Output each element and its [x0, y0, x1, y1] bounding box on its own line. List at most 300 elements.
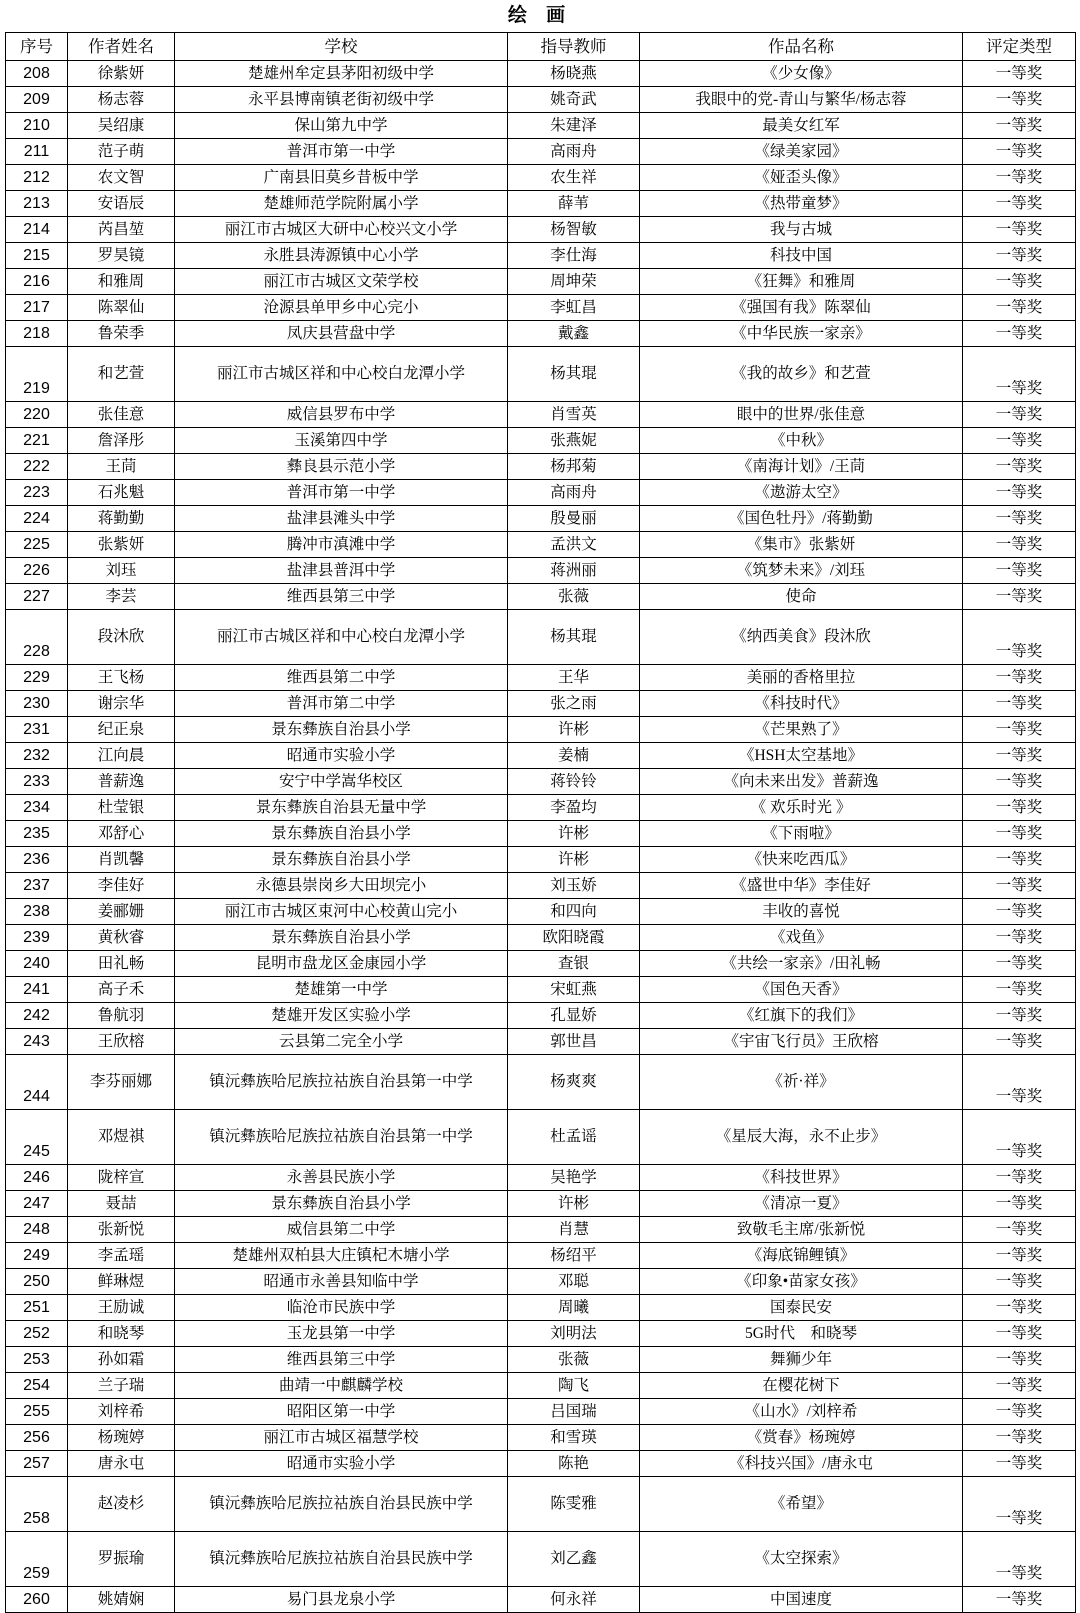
table-row [6, 1532, 1076, 1587]
cell-school: 普洱市第二中学 [175, 691, 508, 717]
cell-work: 中国速度 [640, 1587, 963, 1613]
table-row [6, 1587, 1076, 1613]
table-row [6, 191, 1076, 217]
cell-award: 一等奖 [963, 584, 1076, 610]
cell-work: 《中秋》 [640, 428, 963, 454]
cell-name: 杜莹银 [68, 795, 175, 821]
cell-work: 《祈·祥》 [640, 1055, 963, 1110]
table-row [6, 1321, 1076, 1347]
cell-award: 一等奖 [963, 113, 1076, 139]
cell-seq: 231 [6, 717, 68, 743]
cell-award: 一等奖 [963, 1217, 1076, 1243]
cell-school: 楚雄开发区实验小学 [175, 1003, 508, 1029]
cell-work: 《绿美家园》 [640, 139, 963, 165]
cell-school: 玉溪第四中学 [175, 428, 508, 454]
table-row [6, 402, 1076, 428]
cell-seq: 225 [6, 532, 68, 558]
column-header-seq: 序号 [6, 33, 68, 61]
cell-teacher: 陶飞 [508, 1373, 640, 1399]
cell-work: 《山水》/刘梓希 [640, 1399, 963, 1425]
cell-teacher: 姜楠 [508, 743, 640, 769]
cell-name: 徐紫妍 [68, 61, 175, 87]
cell-teacher: 陈雯雅 [508, 1477, 640, 1532]
cell-seq: 208 [6, 61, 68, 87]
cell-name: 邓舒心 [68, 821, 175, 847]
cell-award: 一等奖 [963, 139, 1076, 165]
table-row [6, 1243, 1076, 1269]
cell-work: 《星辰大海，永不止步》 [640, 1110, 963, 1165]
cell-teacher: 查银 [508, 951, 640, 977]
table-row [6, 873, 1076, 899]
cell-work: 美丽的香格里拉 [640, 665, 963, 691]
cell-school: 楚雄州双柏县大庄镇杞木塘小学 [175, 1243, 508, 1269]
cell-seq: 211 [6, 139, 68, 165]
cell-name: 谢宗华 [68, 691, 175, 717]
cell-work: 《印象•苗家女孩》 [640, 1269, 963, 1295]
cell-name: 聂喆 [68, 1191, 175, 1217]
cell-school: 镇沅彝族哈尼族拉祜族自治县民族中学 [175, 1532, 508, 1587]
table-row [6, 321, 1076, 347]
cell-seq: 245 [6, 1110, 68, 1165]
table-row [6, 610, 1076, 665]
cell-seq: 221 [6, 428, 68, 454]
cell-name: 和艺萱 [68, 347, 175, 402]
cell-teacher: 张燕妮 [508, 428, 640, 454]
cell-school: 保山第九中学 [175, 113, 508, 139]
cell-school: 永德县崇岗乡大田坝完小 [175, 873, 508, 899]
cell-teacher: 蒋洲丽 [508, 558, 640, 584]
cell-award: 一等奖 [963, 243, 1076, 269]
table-row [6, 1029, 1076, 1055]
cell-award: 一等奖 [963, 87, 1076, 113]
table-row [6, 1110, 1076, 1165]
cell-school: 丽江市古城区大研中心校兴文小学 [175, 217, 508, 243]
cell-work: 《希望》 [640, 1477, 963, 1532]
cell-seq: 260 [6, 1587, 68, 1613]
cell-award: 一等奖 [963, 1347, 1076, 1373]
cell-seq: 218 [6, 321, 68, 347]
cell-work: 《快来吃西瓜》 [640, 847, 963, 873]
cell-work: 《中华民族一家亲》 [640, 321, 963, 347]
cell-award: 一等奖 [963, 847, 1076, 873]
cell-school: 曲靖一中麒麟学校 [175, 1373, 508, 1399]
cell-work: 科技中国 [640, 243, 963, 269]
cell-seq: 214 [6, 217, 68, 243]
cell-name: 王飞杨 [68, 665, 175, 691]
table-row [6, 743, 1076, 769]
cell-teacher: 刘乙鑫 [508, 1532, 640, 1587]
cell-school: 永善县民族小学 [175, 1165, 508, 1191]
cell-school: 维西县第三中学 [175, 584, 508, 610]
cell-seq: 258 [6, 1477, 68, 1532]
cell-award: 一等奖 [963, 321, 1076, 347]
cell-seq: 250 [6, 1269, 68, 1295]
cell-teacher: 宋虹燕 [508, 977, 640, 1003]
cell-school: 丽江市古城区祥和中心校白龙潭小学 [175, 610, 508, 665]
cell-seq: 242 [6, 1003, 68, 1029]
table-row [6, 951, 1076, 977]
cell-work: 《下雨啦》 [640, 821, 963, 847]
cell-award: 一等奖 [963, 1587, 1076, 1613]
cell-teacher: 姚奇武 [508, 87, 640, 113]
cell-award: 一等奖 [963, 480, 1076, 506]
cell-award: 一等奖 [963, 977, 1076, 1003]
cell-work: 《赏春》杨琬婷 [640, 1425, 963, 1451]
column-header-work: 作品名称 [640, 33, 963, 61]
cell-school: 昭通市实验小学 [175, 743, 508, 769]
cell-work: 《共绘一家亲》/田礼畅 [640, 951, 963, 977]
cell-school: 镇沅彝族哈尼族拉祜族自治县第一中学 [175, 1055, 508, 1110]
cell-seq: 240 [6, 951, 68, 977]
table-row [6, 347, 1076, 402]
cell-name: 农文智 [68, 165, 175, 191]
cell-work: 国泰民安 [640, 1295, 963, 1321]
cell-name: 张佳意 [68, 402, 175, 428]
cell-teacher: 王华 [508, 665, 640, 691]
cell-school: 普洱市第一中学 [175, 139, 508, 165]
table-row [6, 295, 1076, 321]
cell-teacher: 杜孟谣 [508, 1110, 640, 1165]
cell-award: 一等奖 [963, 610, 1076, 665]
cell-seq: 253 [6, 1347, 68, 1373]
cell-name: 唐永屯 [68, 1451, 175, 1477]
cell-award: 一等奖 [963, 1295, 1076, 1321]
cell-name: 王励诚 [68, 1295, 175, 1321]
cell-name: 纪正泉 [68, 717, 175, 743]
cell-award: 一等奖 [963, 743, 1076, 769]
cell-school: 景东彝族自治县小学 [175, 717, 508, 743]
cell-teacher: 吕国瑞 [508, 1399, 640, 1425]
cell-seq: 229 [6, 665, 68, 691]
cell-seq: 234 [6, 795, 68, 821]
cell-work: 《戏鱼》 [640, 925, 963, 951]
cell-award: 一等奖 [963, 899, 1076, 925]
table-row [6, 821, 1076, 847]
table-row [6, 243, 1076, 269]
cell-work: 《清凉一夏》 [640, 1191, 963, 1217]
cell-award: 一等奖 [963, 1477, 1076, 1532]
cell-school: 丽江市古城区福慧学校 [175, 1425, 508, 1451]
cell-school: 镇沅彝族哈尼族拉祜族自治县民族中学 [175, 1477, 508, 1532]
cell-work: 在樱花树下 [640, 1373, 963, 1399]
cell-award: 一等奖 [963, 269, 1076, 295]
cell-work: 《宇宙飞行员》王欣榕 [640, 1029, 963, 1055]
cell-award: 一等奖 [963, 506, 1076, 532]
cell-name: 普薪逸 [68, 769, 175, 795]
cell-award: 一等奖 [963, 61, 1076, 87]
cell-award: 一等奖 [963, 191, 1076, 217]
cell-seq: 246 [6, 1165, 68, 1191]
cell-school: 广南县旧莫乡昔板中学 [175, 165, 508, 191]
cell-teacher: 郭世昌 [508, 1029, 640, 1055]
table-row [6, 1425, 1076, 1451]
table-body [6, 61, 1076, 1613]
cell-teacher: 孔显娇 [508, 1003, 640, 1029]
column-header-award: 评定类型 [963, 33, 1076, 61]
table-row [6, 532, 1076, 558]
cell-award: 一等奖 [963, 1373, 1076, 1399]
cell-seq: 233 [6, 769, 68, 795]
cell-teacher: 杨邦菊 [508, 454, 640, 480]
cell-award: 一等奖 [963, 1003, 1076, 1029]
cell-teacher: 李仕海 [508, 243, 640, 269]
cell-school: 临沧市民族中学 [175, 1295, 508, 1321]
cell-award: 一等奖 [963, 1451, 1076, 1477]
cell-seq: 252 [6, 1321, 68, 1347]
cell-award: 一等奖 [963, 454, 1076, 480]
cell-teacher: 杨智敏 [508, 217, 640, 243]
cell-school: 永平县博南镇老街初级中学 [175, 87, 508, 113]
cell-teacher: 杨其琨 [508, 610, 640, 665]
cell-teacher: 肖慧 [508, 1217, 640, 1243]
cell-teacher: 许彬 [508, 717, 640, 743]
cell-teacher: 肖雪英 [508, 402, 640, 428]
table-row [6, 1347, 1076, 1373]
cell-teacher: 邓聪 [508, 1269, 640, 1295]
table-row [6, 1003, 1076, 1029]
cell-seq: 212 [6, 165, 68, 191]
table-row [6, 1191, 1076, 1217]
cell-teacher: 欧阳晓霞 [508, 925, 640, 951]
cell-seq: 232 [6, 743, 68, 769]
table-row [6, 217, 1076, 243]
cell-seq: 256 [6, 1425, 68, 1451]
cell-award: 一等奖 [963, 665, 1076, 691]
column-header-school: 学校 [175, 33, 508, 61]
cell-award: 一等奖 [963, 795, 1076, 821]
cell-name: 赵凌杉 [68, 1477, 175, 1532]
cell-name: 张紫妍 [68, 532, 175, 558]
cell-work: 舞狮少年 [640, 1347, 963, 1373]
cell-school: 昭阳区第一中学 [175, 1399, 508, 1425]
cell-work: 《HSH太空基地》 [640, 743, 963, 769]
cell-award: 一等奖 [963, 1425, 1076, 1451]
cell-seq: 210 [6, 113, 68, 139]
cell-seq: 216 [6, 269, 68, 295]
cell-name: 鲜琳煜 [68, 1269, 175, 1295]
cell-name: 段沐欣 [68, 610, 175, 665]
table-row [6, 1295, 1076, 1321]
cell-work: 《狂舞》和雅周 [640, 269, 963, 295]
cell-name: 和晓琴 [68, 1321, 175, 1347]
cell-work: 《国色天香》 [640, 977, 963, 1003]
cell-teacher: 孟洪文 [508, 532, 640, 558]
cell-school: 昆明市盘龙区金康园小学 [175, 951, 508, 977]
cell-seq: 236 [6, 847, 68, 873]
cell-teacher: 周坤荣 [508, 269, 640, 295]
cell-work: 《芒果熟了》 [640, 717, 963, 743]
table-row [6, 506, 1076, 532]
cell-school: 楚雄第一中学 [175, 977, 508, 1003]
cell-work: 眼中的世界/张佳意 [640, 402, 963, 428]
cell-work: 《向未来出发》普薪逸 [640, 769, 963, 795]
cell-seq: 222 [6, 454, 68, 480]
table-row [6, 139, 1076, 165]
cell-award: 一等奖 [963, 558, 1076, 584]
cell-award: 一等奖 [963, 1532, 1076, 1587]
cell-school: 楚雄州牟定县茅阳初级中学 [175, 61, 508, 87]
cell-school: 昭通市永善县知临中学 [175, 1269, 508, 1295]
cell-work: 《国色牡丹》/蒋勤勤 [640, 506, 963, 532]
cell-name: 姚婧娴 [68, 1587, 175, 1613]
cell-seq: 249 [6, 1243, 68, 1269]
cell-award: 一等奖 [963, 217, 1076, 243]
cell-name: 蒋勤勤 [68, 506, 175, 532]
cell-teacher: 张薇 [508, 584, 640, 610]
cell-award: 一等奖 [963, 402, 1076, 428]
cell-name: 鲁荣季 [68, 321, 175, 347]
cell-work: 《盛世中华》李佳好 [640, 873, 963, 899]
cell-seq: 217 [6, 295, 68, 321]
table-row [6, 1217, 1076, 1243]
table-row [6, 61, 1076, 87]
cell-seq: 235 [6, 821, 68, 847]
cell-award: 一等奖 [963, 295, 1076, 321]
cell-award: 一等奖 [963, 691, 1076, 717]
cell-award: 一等奖 [963, 1269, 1076, 1295]
cell-seq: 241 [6, 977, 68, 1003]
cell-name: 高子禾 [68, 977, 175, 1003]
cell-teacher: 李虹昌 [508, 295, 640, 321]
cell-teacher: 陈艳 [508, 1451, 640, 1477]
cell-name: 杨琬婷 [68, 1425, 175, 1451]
cell-school: 威信县第二中学 [175, 1217, 508, 1243]
cell-seq: 239 [6, 925, 68, 951]
cell-name: 李孟瑶 [68, 1243, 175, 1269]
cell-seq: 244 [6, 1055, 68, 1110]
cell-school: 安宁中学嵩华校区 [175, 769, 508, 795]
cell-award: 一等奖 [963, 1055, 1076, 1110]
table-row [6, 269, 1076, 295]
cell-teacher: 吴艳学 [508, 1165, 640, 1191]
cell-teacher: 高雨舟 [508, 480, 640, 506]
cell-work: 《强国有我》陈翠仙 [640, 295, 963, 321]
cell-school: 昭通市实验小学 [175, 1451, 508, 1477]
cell-award: 一等奖 [963, 769, 1076, 795]
table-row [6, 1165, 1076, 1191]
cell-school: 楚雄师范学院附属小学 [175, 191, 508, 217]
cell-teacher: 薛苇 [508, 191, 640, 217]
table-row [6, 1269, 1076, 1295]
table-row [6, 113, 1076, 139]
cell-name: 石兆魁 [68, 480, 175, 506]
cell-work: 我眼中的党-青山与繁华/杨志蓉 [640, 87, 963, 113]
cell-work: 《筑梦未来》/刘珏 [640, 558, 963, 584]
cell-school: 维西县第三中学 [175, 1347, 508, 1373]
cell-school: 丽江市古城区祥和中心校白龙潭小学 [175, 347, 508, 402]
cell-school: 普洱市第一中学 [175, 480, 508, 506]
cell-seq: 255 [6, 1399, 68, 1425]
cell-teacher: 李盈均 [508, 795, 640, 821]
cell-name: 和雅周 [68, 269, 175, 295]
cell-name: 罗振瑜 [68, 1532, 175, 1587]
cell-teacher: 杨其琨 [508, 347, 640, 402]
cell-teacher: 何永祥 [508, 1587, 640, 1613]
table-row [6, 769, 1076, 795]
cell-seq: 219 [6, 347, 68, 402]
cell-school: 维西县第二中学 [175, 665, 508, 691]
cell-name: 王茼 [68, 454, 175, 480]
cell-school: 丽江市古城区文荣学校 [175, 269, 508, 295]
cell-school: 易门县龙泉小学 [175, 1587, 508, 1613]
cell-work: 5G时代 和晓琴 [640, 1321, 963, 1347]
cell-name: 杨志蓉 [68, 87, 175, 113]
cell-work: 《少女像》 [640, 61, 963, 87]
cell-school: 腾冲市滇滩中学 [175, 532, 508, 558]
cell-seq: 243 [6, 1029, 68, 1055]
cell-school: 沧源县单甲乡中心完小 [175, 295, 508, 321]
cell-teacher: 蒋铃铃 [508, 769, 640, 795]
cell-award: 一等奖 [963, 428, 1076, 454]
cell-teacher: 农生祥 [508, 165, 640, 191]
cell-work: 《纳西美食》段沐欣 [640, 610, 963, 665]
cell-teacher: 高雨舟 [508, 139, 640, 165]
cell-award: 一等奖 [963, 1243, 1076, 1269]
cell-school: 镇沅彝族哈尼族拉祜族自治县第一中学 [175, 1110, 508, 1165]
award-list-table [5, 32, 1076, 1613]
cell-seq: 230 [6, 691, 68, 717]
cell-award: 一等奖 [963, 717, 1076, 743]
cell-seq: 257 [6, 1451, 68, 1477]
cell-award: 一等奖 [963, 1165, 1076, 1191]
table-row [6, 1373, 1076, 1399]
cell-teacher: 许彬 [508, 847, 640, 873]
cell-seq: 226 [6, 558, 68, 584]
cell-school: 景东彝族自治县无量中学 [175, 795, 508, 821]
cell-work: 《太空探索》 [640, 1532, 963, 1587]
cell-teacher: 和雪瑛 [508, 1425, 640, 1451]
table-row [6, 584, 1076, 610]
cell-award: 一等奖 [963, 347, 1076, 402]
cell-work: 《娅歪头像》 [640, 165, 963, 191]
cell-name: 田礼畅 [68, 951, 175, 977]
table-row [6, 558, 1076, 584]
table-row [6, 1477, 1076, 1532]
cell-work: 《南海计划》/王茼 [640, 454, 963, 480]
cell-award: 一等奖 [963, 925, 1076, 951]
cell-award: 一等奖 [963, 821, 1076, 847]
cell-teacher: 张之雨 [508, 691, 640, 717]
cell-name: 鲁航羽 [68, 1003, 175, 1029]
cell-seq: 223 [6, 480, 68, 506]
cell-seq: 227 [6, 584, 68, 610]
table-header-row [6, 33, 1076, 61]
table-row [6, 165, 1076, 191]
cell-teacher: 许彬 [508, 1191, 640, 1217]
cell-award: 一等奖 [963, 1321, 1076, 1347]
cell-award: 一等奖 [963, 1399, 1076, 1425]
cell-work: 最美女红军 [640, 113, 963, 139]
cell-name: 罗昊镜 [68, 243, 175, 269]
cell-school: 盐津县普洱中学 [175, 558, 508, 584]
table-row [6, 480, 1076, 506]
cell-award: 一等奖 [963, 1110, 1076, 1165]
cell-school: 永胜县涛源镇中心小学 [175, 243, 508, 269]
table-row [6, 691, 1076, 717]
cell-work: 《科技世界》 [640, 1165, 963, 1191]
cell-work: 致敬毛主席/张新悦 [640, 1217, 963, 1243]
cell-teacher: 杨晓燕 [508, 61, 640, 87]
cell-school: 威信县罗布中学 [175, 402, 508, 428]
cell-name: 范子萌 [68, 139, 175, 165]
cell-teacher: 殷曼丽 [508, 506, 640, 532]
cell-work: 我与古城 [640, 217, 963, 243]
cell-seq: 251 [6, 1295, 68, 1321]
table-row [6, 87, 1076, 113]
cell-teacher: 朱建泽 [508, 113, 640, 139]
table-row [6, 1055, 1076, 1110]
cell-work: 《集市》张紫妍 [640, 532, 963, 558]
